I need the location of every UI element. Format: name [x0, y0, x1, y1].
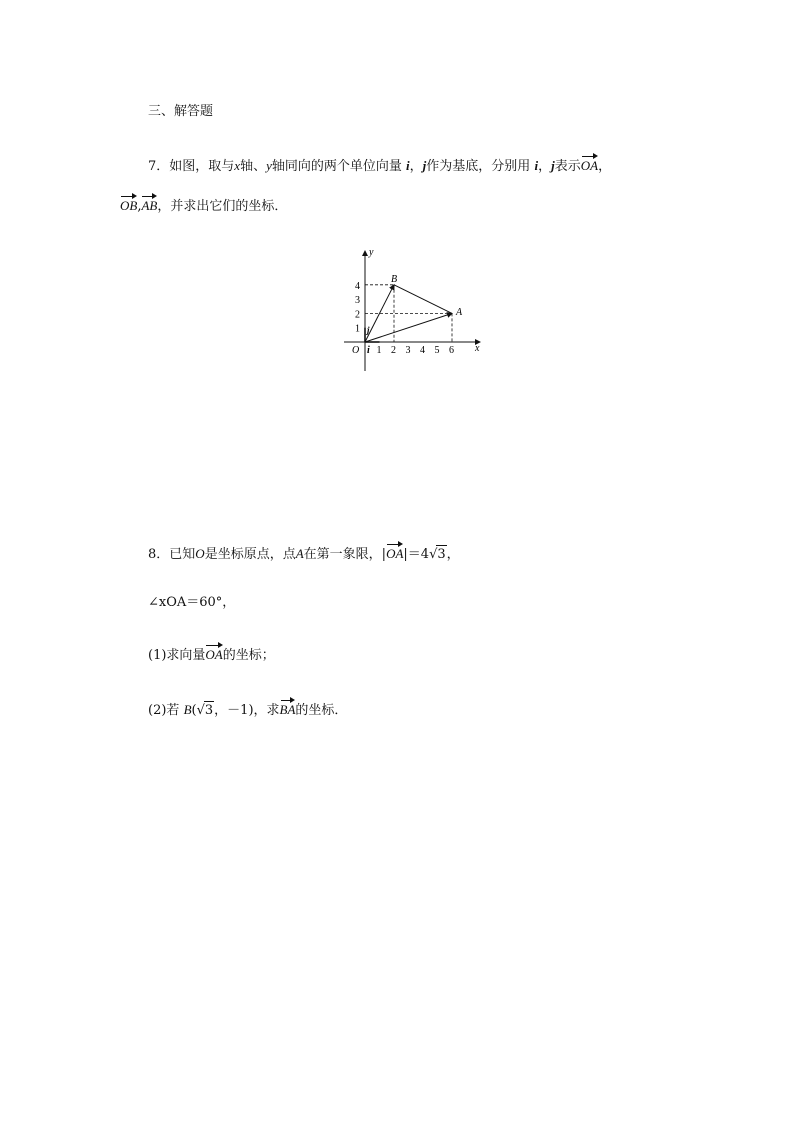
- label-a: A: [456, 307, 463, 318]
- question-8-line-2: ∠xOA＝60°，: [148, 595, 236, 610]
- question-8-part-1: (1)求向量OA的坐标；: [148, 643, 275, 665]
- question-7-line-2: OB,AB，并求出它们的坐标．: [120, 194, 287, 216]
- y-tick-label: 2: [355, 309, 360, 321]
- origin-label: O: [352, 345, 360, 356]
- vector-oa-magnitude: OA: [386, 542, 403, 563]
- x-tick-label: 6: [449, 345, 454, 356]
- sqrt-symbol: √: [429, 547, 438, 562]
- coordinate-figure: [338, 245, 488, 375]
- question-8-part-2: (2)若 B(√3，－1)，求BA的坐标．: [148, 698, 347, 720]
- x-tick-label: 3: [405, 345, 411, 356]
- label-i: i: [367, 345, 370, 356]
- x-tick-label: 1: [376, 345, 382, 356]
- vector-ba: BA: [280, 698, 296, 719]
- vector-oa: OA: [581, 154, 598, 175]
- question-8-line-1: 8．已知O是坐标原点，点A在第一象限，|OA|＝4√3，: [148, 542, 460, 564]
- vector-ab: AB: [141, 194, 157, 215]
- y-tick-label: 4: [355, 280, 360, 292]
- label-j: j: [367, 325, 370, 335]
- x-tick-label: 4: [420, 345, 425, 356]
- section-title: 三、解答题: [148, 104, 214, 119]
- axis-y-label: y: [369, 247, 374, 258]
- segment-ab: [394, 285, 452, 314]
- vector-oa-line: [365, 313, 452, 342]
- x-tick-label: 5: [434, 345, 440, 356]
- axis-x-label: x: [475, 343, 480, 354]
- x-tick-label: 2: [391, 345, 396, 356]
- y-tick-label: 1: [355, 323, 360, 335]
- sqrt-symbol: √: [196, 703, 205, 718]
- vector-ob: OB: [120, 194, 137, 215]
- y-tick-label: 3: [355, 295, 360, 307]
- vector-oa-part1: OA: [205, 643, 222, 664]
- label-b: B: [391, 274, 398, 285]
- question-7-line-1: 7．如图，取与x轴、y轴同向的两个单位向量 i，j作为基底，分别用 i，j表示OA，: [148, 154, 611, 176]
